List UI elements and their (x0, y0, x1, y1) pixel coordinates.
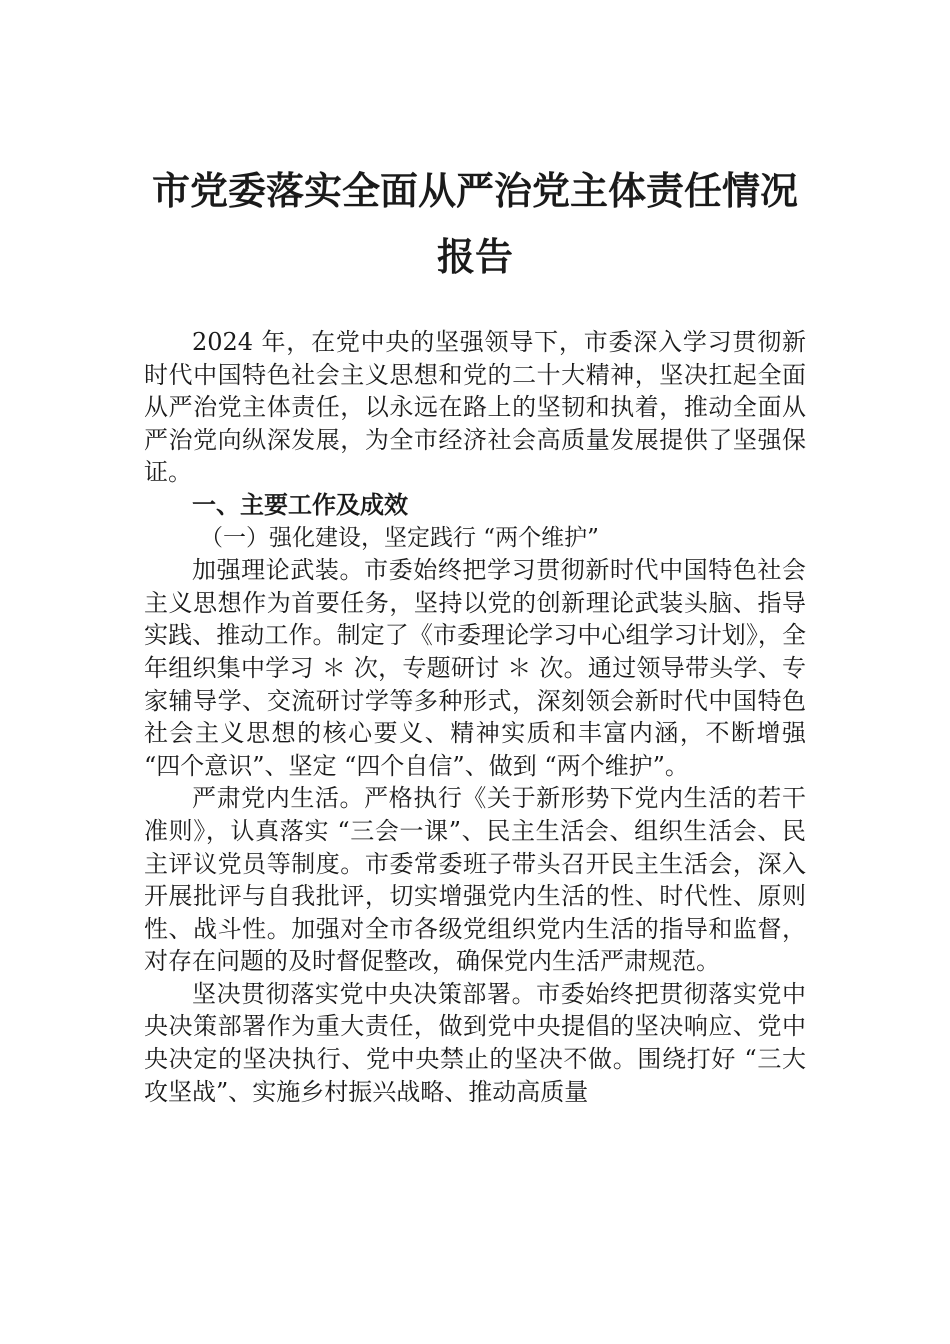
document-title: 市党委落实全面从严治党主体责任情况报告 (151, 168, 798, 279)
subsection-heading: （一）强化建设，坚定践行 “两个维护” (200, 524, 599, 551)
section-heading: 一、主要工作及成效 (192, 490, 408, 519)
intro-paragraph: 2024 年，在党中央的坚强领导下，市委深入学习贯彻新时代中国特色社会主义思想和党的二十大精神，坚决扛起全面从严治党主体责任，以永远在路上的坚韧和执着，推动全面从严治党向纵深发展，为全市经济社会高质量发展提供了坚强保证。 (144, 328, 806, 487)
body-paragraph: 严肃党内生活。严格执行《关于新形势下党内生活的若干准则》，认真落实 “三会一课”、民主生活会、组织生活会、民主评议党员等制度。市委常委班子带头召开民主生活会，深入开展批评与自我批评，切实增强党内生活的性、时代性、原则性、战斗性。加强对全市各级党组织党内生活的指导和监督，对存在问题的及时督促整改，确保党内生活严肃规范。 (144, 784, 806, 976)
document-body (144, 326, 806, 1108)
body-paragraph: 坚决贯彻落实党中央决策部署。市委始终把贯彻落实党中央决策部署作为重大责任，做到党中央提倡的坚决响应、党中央决定的坚决执行、党中央禁止的坚决不做。围绕打好 “三大攻坚战”、实施乡村振兴战略、推动高质量 (144, 979, 806, 1106)
body-paragraph: 加强理论武装。市委始终把学习贯彻新时代中国特色社会主义思想作为首要任务，坚持以党的创新理论武装头脑、指导实践、推动工作。制定了《市委理论学习中心组学习计划》，全年组织集中学习 ＊ 次，专题研讨 ＊ 次。通过领导带头学、专家辅导学、交流研讨学等多种形式，深刻领会新时代中国特色社会主义思想的核心要义、精神实质和丰富内涵，不断增强 “四个意识”、坚定 “四个自信”、做到 “两个维护”。 (144, 556, 806, 780)
